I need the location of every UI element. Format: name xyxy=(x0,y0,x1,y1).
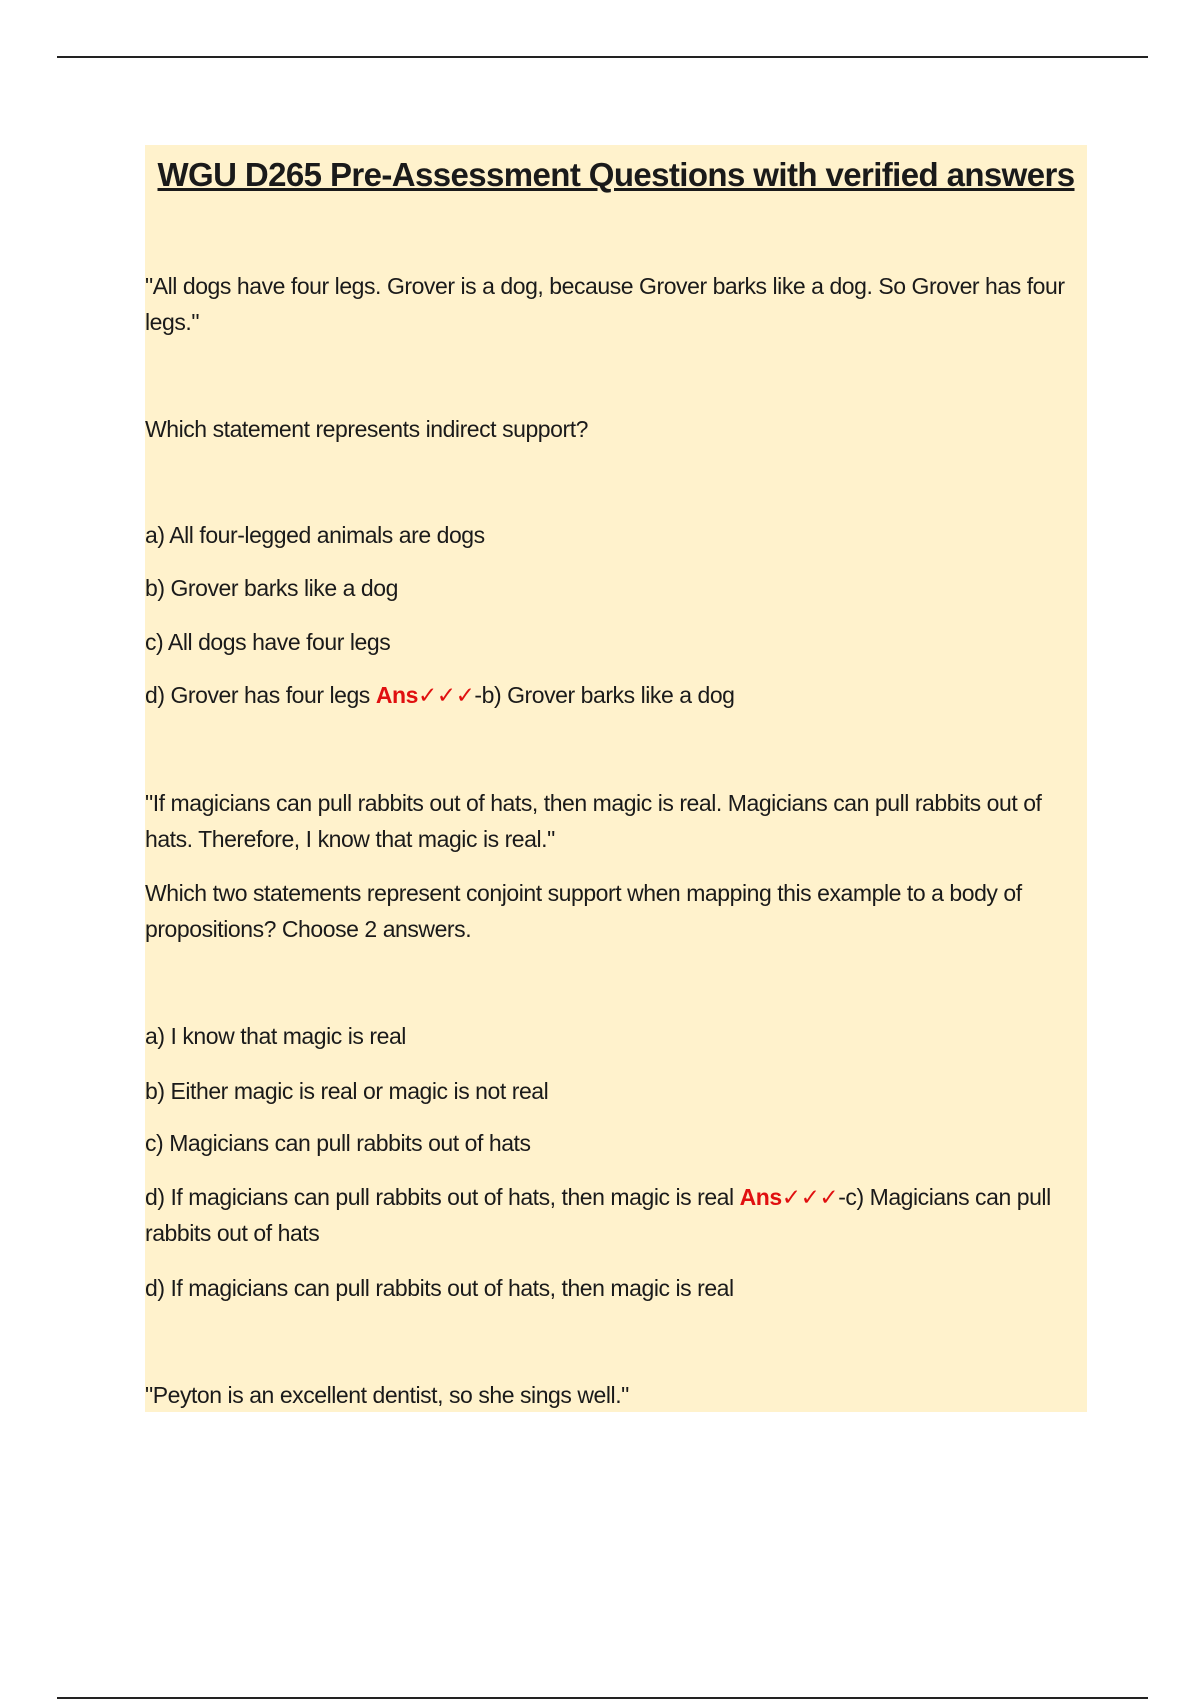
q2-stem: "If magicians can pull rabbits out of hats, then magic is real. Magicians can pull rabbits out of hats. Therefore, I know that magic is real." xyxy=(145,790,1042,852)
q1-option-d xyxy=(145,677,1090,713)
q2-option-d xyxy=(145,1179,1090,1251)
q2-option-a: a) I know that magic is real xyxy=(145,1023,406,1049)
answer-label: Ans xyxy=(375,682,418,708)
q2-answer: -c) Magicians can pull rabbits out of hats xyxy=(145,1184,1051,1246)
checkmark-icon: ✓✓✓ xyxy=(417,682,475,708)
q2-option-b: b) Either magic is real or magic is not real xyxy=(145,1078,549,1104)
q2-extra-option: d) If magicians can pull rabbits out of hats, then magic is real xyxy=(145,1275,734,1301)
q1-option-c: c) All dogs have four legs xyxy=(145,629,391,655)
q2-option-d-text: d) If magicians can pull rabbits out of hats, then magic is real xyxy=(145,1184,734,1210)
q1-option-b: b) Grover barks like a dog xyxy=(145,575,398,601)
q2-question: Which two statements represent conjoint support when mapping this example to a body of propositions? Choose 2 answers. xyxy=(145,880,1022,942)
header-rule xyxy=(57,56,1148,58)
q3-stem: "Peyton is an excellent dentist, so she sings well." xyxy=(145,1382,629,1408)
answer-label: Ans xyxy=(739,1184,782,1210)
q1-option-a: a) All four-legged animals are dogs xyxy=(145,522,485,548)
q1-question: Which statement represents indirect support? xyxy=(145,416,588,442)
q1-answer: -b) Grover barks like a dog xyxy=(474,682,735,708)
footer-rule xyxy=(57,1697,1148,1699)
q1-option-d-text: d) Grover has four legs xyxy=(145,682,370,708)
q1-stem: "All dogs have four legs. Grover is a dog, because Grover barks like a dog. So Grover has four legs." xyxy=(145,273,1065,335)
checkmark-icon: ✓✓✓ xyxy=(781,1184,839,1210)
page-title: WGU D265 Pre-Assessment Questions with verified answers xyxy=(157,156,1075,193)
q2-option-c: c) Magicians can pull rabbits out of hats xyxy=(145,1130,531,1156)
